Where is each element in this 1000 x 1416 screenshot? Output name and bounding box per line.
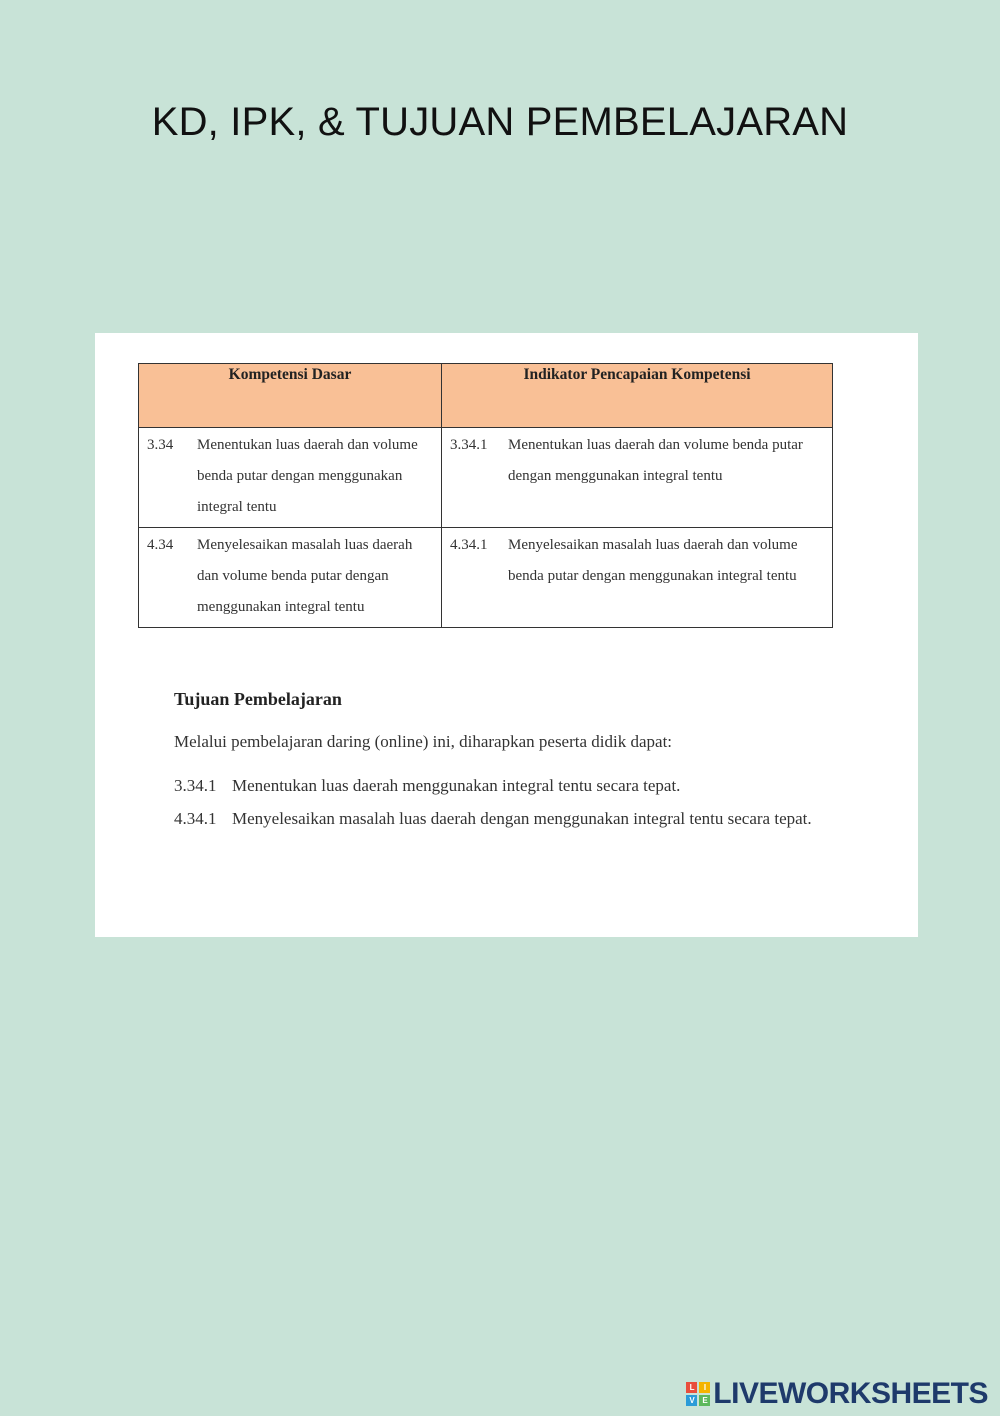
liveworksheets-logo bbox=[686, 1377, 988, 1411]
kd-text: Menyelesaikan masalah luas daerah dan volume benda putar dengan menggunakan integral tentu bbox=[197, 537, 413, 615]
goal-list bbox=[174, 769, 884, 835]
ipk-text: Menentukan luas daerah dan volume benda putar dengan menggunakan integral tentu bbox=[508, 437, 803, 484]
logo-icon bbox=[686, 1382, 710, 1406]
kd-number: 4.34 bbox=[147, 537, 174, 553]
table-header-row bbox=[139, 364, 833, 428]
goal-text: Menentukan luas daerah menggunakan integral tentu secara tepat. bbox=[232, 776, 681, 795]
kd-cell bbox=[139, 528, 442, 628]
table-row bbox=[139, 528, 833, 628]
ipk-number: 3.34.1 bbox=[450, 437, 488, 453]
logo-letter: E bbox=[699, 1395, 710, 1406]
logo-letter: L bbox=[686, 1382, 697, 1393]
kd-text: Menentukan luas daerah dan volume benda putar dengan menggunakan integral tentu bbox=[197, 437, 418, 515]
logo-letter: V bbox=[686, 1395, 697, 1406]
goal-number: 3.34.1 bbox=[174, 776, 217, 795]
competency-table bbox=[138, 363, 833, 628]
goal-item bbox=[174, 769, 884, 802]
ipk-cell bbox=[442, 428, 833, 528]
brand-name: LIVEWORKSHEETS bbox=[713, 1377, 988, 1410]
goals-title: Tujuan Pembelajaran bbox=[174, 689, 342, 709]
goal-number: 4.34.1 bbox=[174, 809, 217, 828]
logo-letter: I bbox=[699, 1382, 710, 1393]
ipk-cell bbox=[442, 528, 833, 628]
goal-item bbox=[174, 802, 884, 835]
learning-goals-section bbox=[174, 689, 884, 835]
kd-number: 3.34 bbox=[147, 437, 174, 453]
header-indikator: Indikator Pencapaian Kompetensi bbox=[442, 364, 833, 428]
kd-cell bbox=[139, 428, 442, 528]
goals-intro: Melalui pembelajaran daring (online) ini, diharapkan peserta didik dapat: bbox=[174, 732, 673, 751]
goal-text: Menyelesaikan masalah luas daerah dengan menggunakan integral tentu secara tepat. bbox=[232, 809, 812, 828]
document-image bbox=[95, 333, 918, 937]
page-title: KD, IPK, & TUJUAN PEMBELAJARAN bbox=[151, 100, 849, 144]
header-kompetensi-dasar: Kompetensi Dasar bbox=[139, 364, 442, 428]
ipk-text: Menyelesaikan masalah luas daerah dan volume benda putar dengan menggunakan integral tentu bbox=[508, 537, 798, 584]
table-row bbox=[139, 428, 833, 528]
ipk-number: 4.34.1 bbox=[450, 537, 488, 553]
